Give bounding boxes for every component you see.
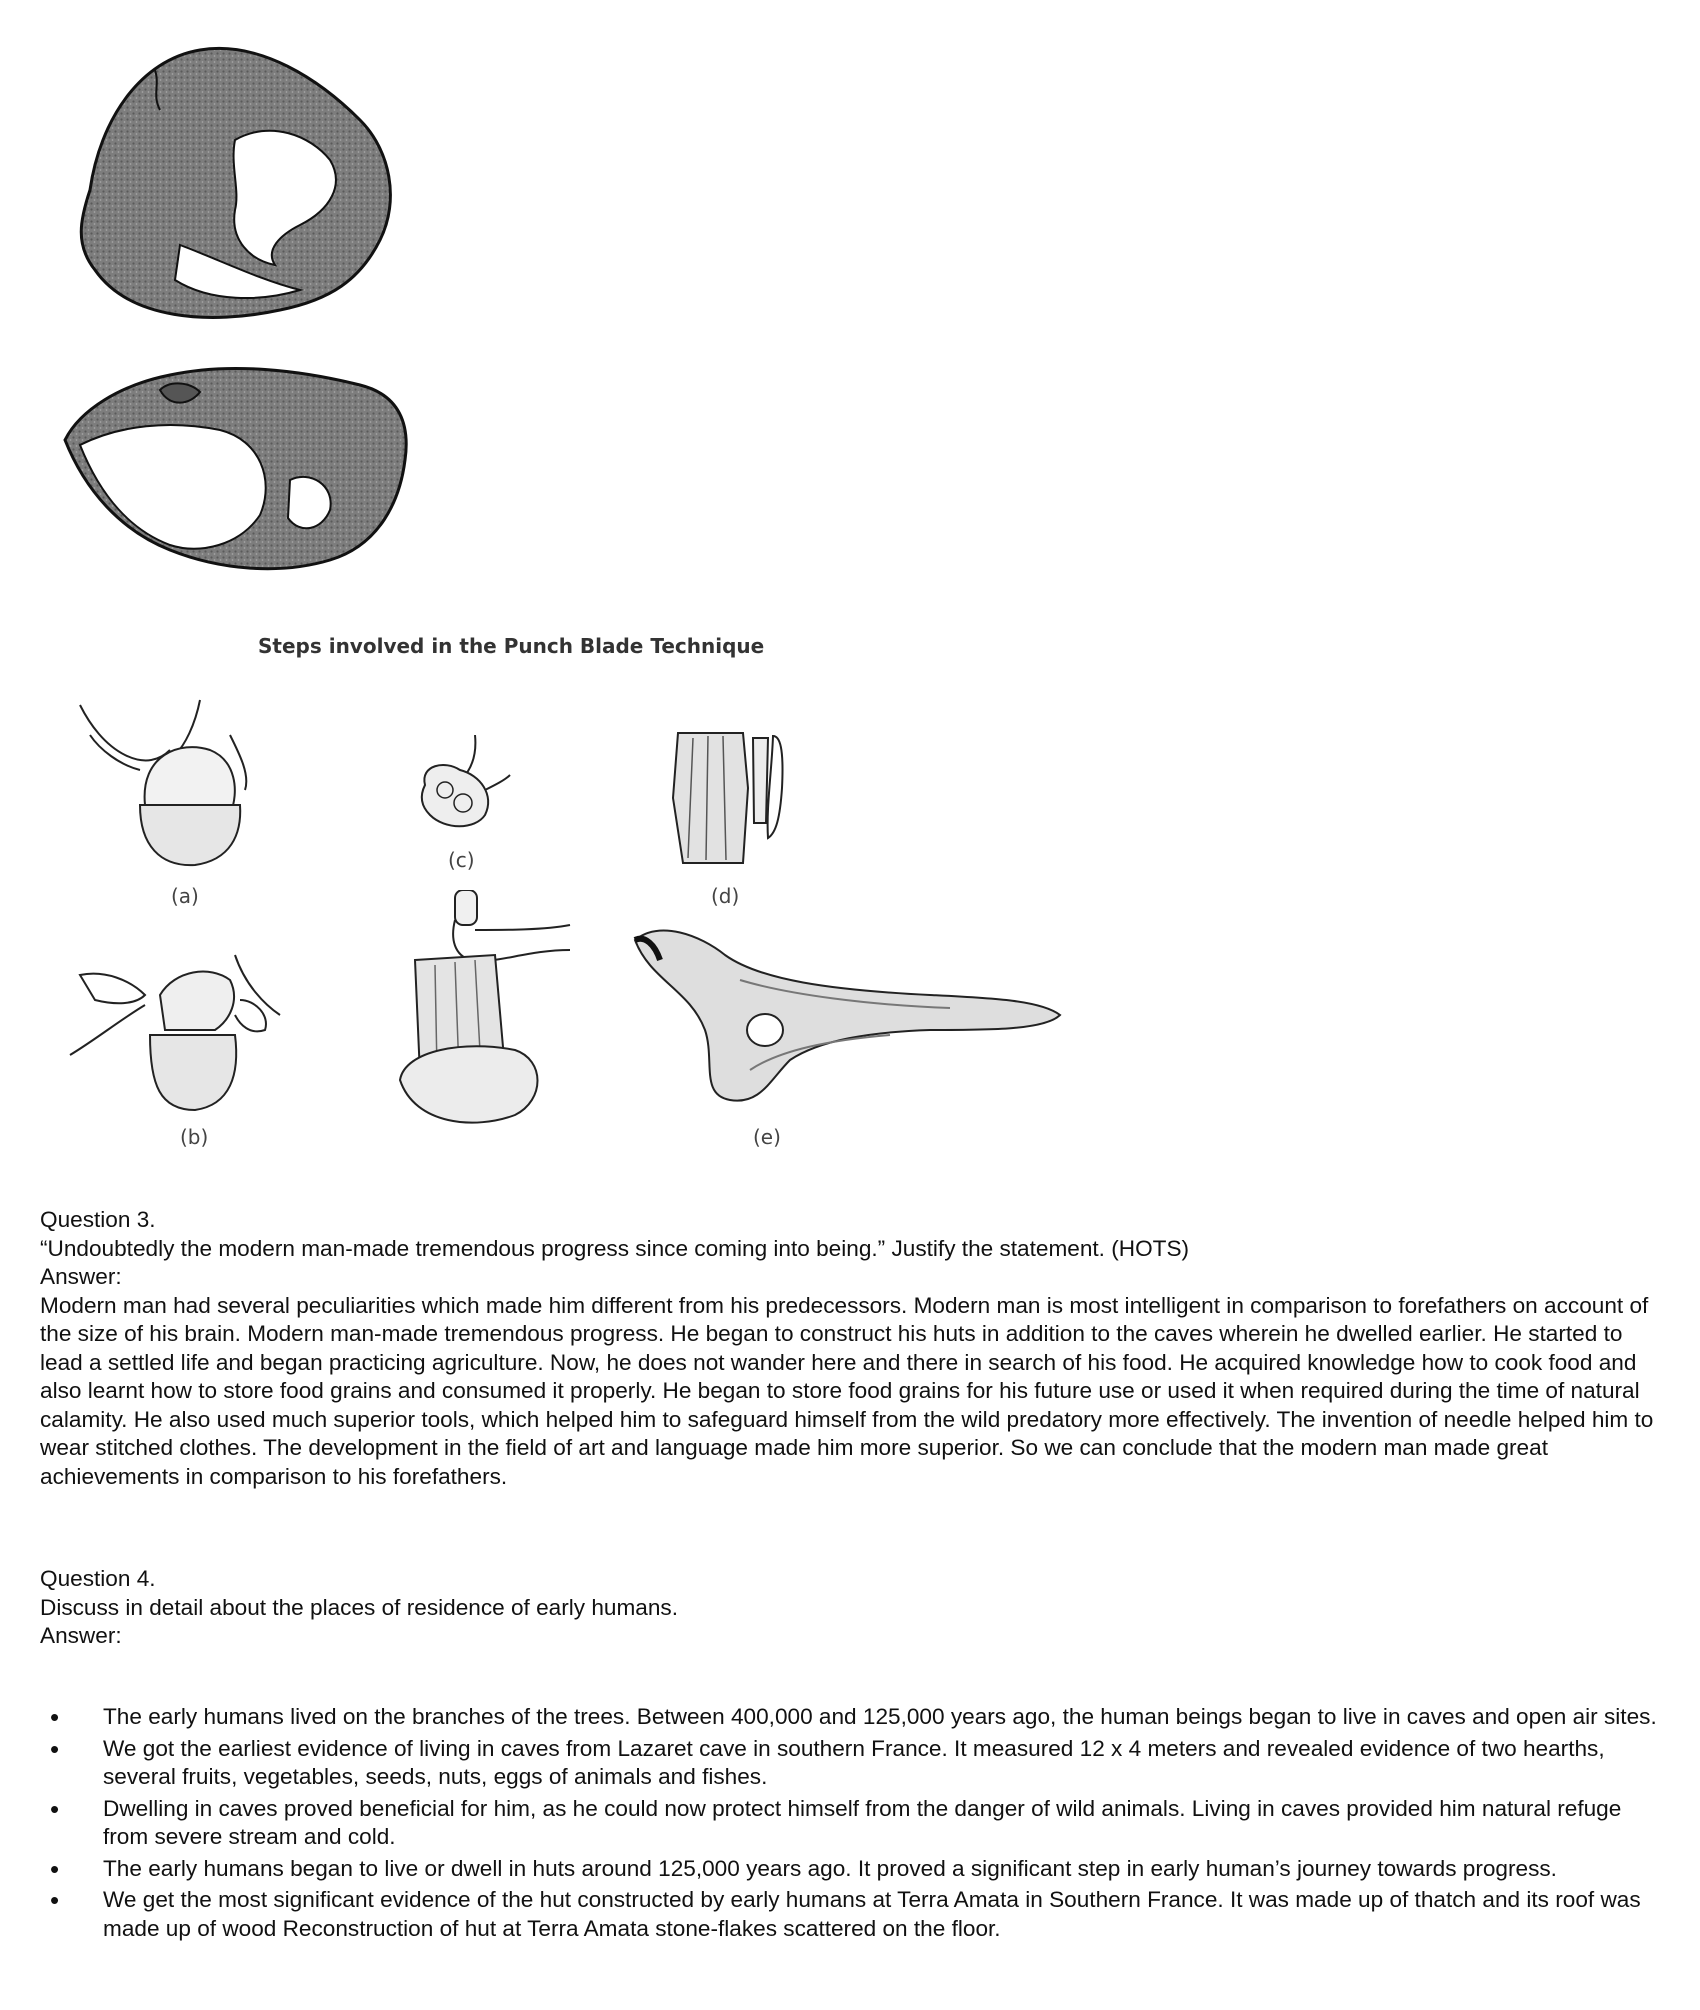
question-4-answer-list [40, 1703, 1670, 1946]
step-e-antler-illustration [630, 920, 1070, 1110]
question-3-prompt: “Undoubtedly the modern man-made tremendous progress since coming into being.” Justify the statement. (HOTS) [40, 1235, 1190, 1261]
step-b-illustration [65, 945, 295, 1125]
punch-strike-illustration [395, 890, 575, 1130]
step-a-label: (a) [171, 884, 199, 908]
question-4-heading: Question 4. [40, 1566, 156, 1591]
step-c-label: (c) [448, 848, 475, 872]
list-item: • Dwelling in caves proved beneficial for him, as he could now protect himself from the danger of wild animals. Living in caves provided him natural refuge from severe stream and cold. [40, 1795, 1670, 1852]
step-c-illustration [405, 735, 515, 845]
stone-tool-illustration [60, 40, 540, 580]
step-a-illustration [70, 695, 290, 875]
step-d-label: (d) [711, 884, 740, 908]
question-3-block [40, 1206, 1670, 1491]
question-4-block [40, 1565, 1670, 1651]
list-item: • We get the most significant evidence of the hut constructed by early humans at Terra Amata in Southern France. It was made up of thatch and its roof was made up of wood Reconstruction of hut at Terra Amata stone-flakes scattered on the floor. [40, 1886, 1670, 1943]
question-4-prompt: Discuss in detail about the places of residence of early humans. [40, 1594, 678, 1620]
question-4-answer-label: Answer: [40, 1623, 122, 1648]
question-3-answer: Modern man had several peculiarities which made him different from his predecessors. Modern man is most intelligent in comparison to forefathers on account of the size of his brain. Modern man-made tremendous progress. He began to construct his huts in addition to the caves wherein he dwelled earlier. He started to lead a settled life and began practicing agriculture. Now, he does not wander here and there in search of his food. He acquired knowledge how to cook food and also learnt how to store food grains and consumed it properly. He began to store food grains for his future use or used it when required during the time of natural calamity. He also used much superior tools, which helped him to safeguard himself from the wild predatory more effectively. The invention of needle helped him to wear stitched clothes. The development in the field of art and language made him more superior. So we can conclude that the modern man made great achievements in comparison to his forefathers. [40, 1292, 1654, 1489]
question-3-heading: Question 3. [40, 1207, 156, 1232]
list-item: • The early humans lived on the branches of the trees. Between 400,000 and 125,000 years ago, the human beings began to live in caves and open air sites. [40, 1703, 1670, 1732]
figure-caption: Steps involved in the Punch Blade Technique [258, 634, 765, 658]
step-d-illustration [668, 728, 818, 868]
step-b-label: (b) [180, 1125, 209, 1149]
list-item: • We got the earliest evidence of living in caves from Lazaret cave in southern France. It measured 12 x 4 meters and revealed evidence of two hearths, several fruits, vegetables, seeds, nuts, eggs of animals and fishes. [40, 1735, 1670, 1792]
question-3-answer-label: Answer: [40, 1264, 122, 1289]
step-e-label: (e) [753, 1125, 781, 1149]
list-item: • The early humans began to live or dwell in huts around 125,000 years ago. It proved a significant step in early human’s journey towards progress. [40, 1855, 1670, 1884]
